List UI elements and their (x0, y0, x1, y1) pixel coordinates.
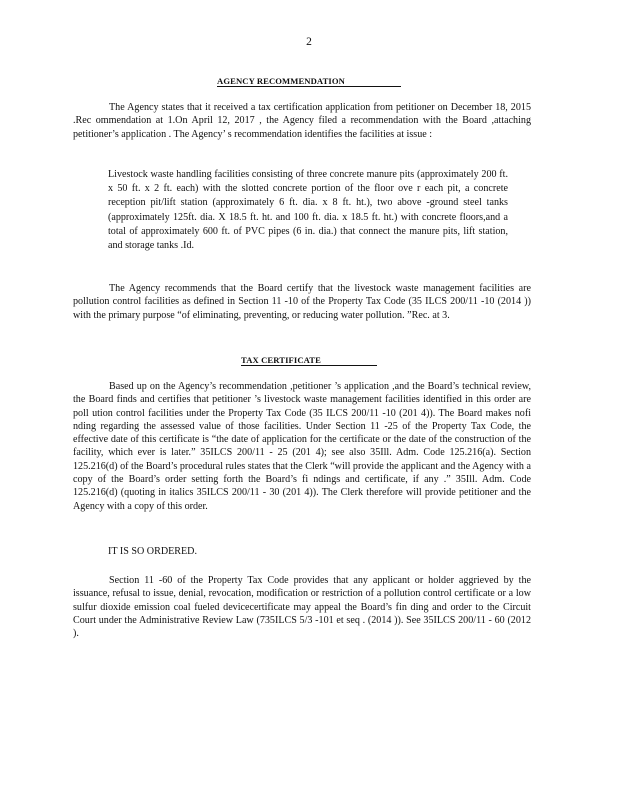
agency-recommends-paragraph: The Agency recommends that the Board certify that the livestock waste management facilities are pollution control facilities as defined in Section 11 -10 of the Property Tax Code (35 ILCS 200/11 -10 (2014 )) with the primary purpose “of eliminating, preventing, or reducing water pollution. ”Rec. at 3. (73, 283, 531, 321)
page-number: 2 (306, 36, 312, 48)
board-findings-paragraph: Based up on the Agency’s recommendation ,petitioner ’s application ,and the Board’s technical review, the Board finds and certifies that petitioner ’s livestock waste management facilities identified in this order are poll ution control facilities under the Property Tax Code (35 ILCS 200/11 -10 (201 4)). The Board makes nofi nding regarding the assessed value of those facilities. Under Section 11 -25 of the Property Tax Code, the effective date of this certificate is “the date of application for the certificate or the date of the construction of the facility, which ever is later.” 35ILCS 200/11 - 25 (201 4); see also 35Ill. Adm. Code 125.216(a). Section 125.216(d) of the Board’s procedural rules states that the Clerk “will provide the applicant and the Agency with a copy of the Board’s order setting forth the Board’s fi ndings and certificate, if any .” 35Ill. Adm. Code 125.216(d) (quoting in italics 35ILCS 200/11 - 30 (201 4)). The Clerk therefore will provide petitioner and the Agency with a copy of this order. (73, 381, 531, 512)
agency-recommendation-heading-text: AGENCY RECOMMENDATION (217, 76, 401, 87)
facilities-block-quote: Livestock waste handling facilities consisting of three concrete manure pits (approximately 200 ft. x 50 ft. x 2 ft. each) with the slotted concrete portion of the floor ove r each pit, a concrete reception pit/lift station (approximately 6 ft. dia. x 8 ft. ht.), two above -ground steel tanks (approximately 125ft. dia. X 18.5 ft. ht. and 100 ft. dia. x 18.5 ft. ht.) with concrete floors,and a total of approximately 600 ft. of PVC pipes (6 in. dia.) that connect the manure pits, lift station, and storage tanks .Id. (108, 169, 508, 252)
agency-recommendation-paragraph: The Agency states that it received a tax certification application from petitioner on December 18, 2015 .Rec ommendation at 1.On April 12, 2017 , the Agency filed a recommendation with the Board ,attaching petitioner’s application . The Agency’ s recommendation identifies the facilities at issue : (73, 102, 531, 140)
so-ordered-line: IT IS SO ORDERED. (108, 546, 197, 557)
tax-certificate-heading-text: TAX CERTIFICATE (241, 355, 377, 366)
agency-recommendation-heading (0, 76, 618, 87)
tax-certificate-heading (0, 355, 618, 366)
appeal-rights-paragraph: Section 11 -60 of the Property Tax Code provides that any applicant or holder aggrieved by the issuance, refusal to issue, denial, revocation, modification or restriction of a pollution control certificate or a low sulfur dioxide emission coal fueled devicecertificate may appeal the Board’s fin ding and order to the Circuit Court under the Administrative Review Law (735ILCS 5/3 -101 et seq . (2014 )). See 35ILCS 200/11 - 60 (2012 ). (73, 575, 531, 640)
